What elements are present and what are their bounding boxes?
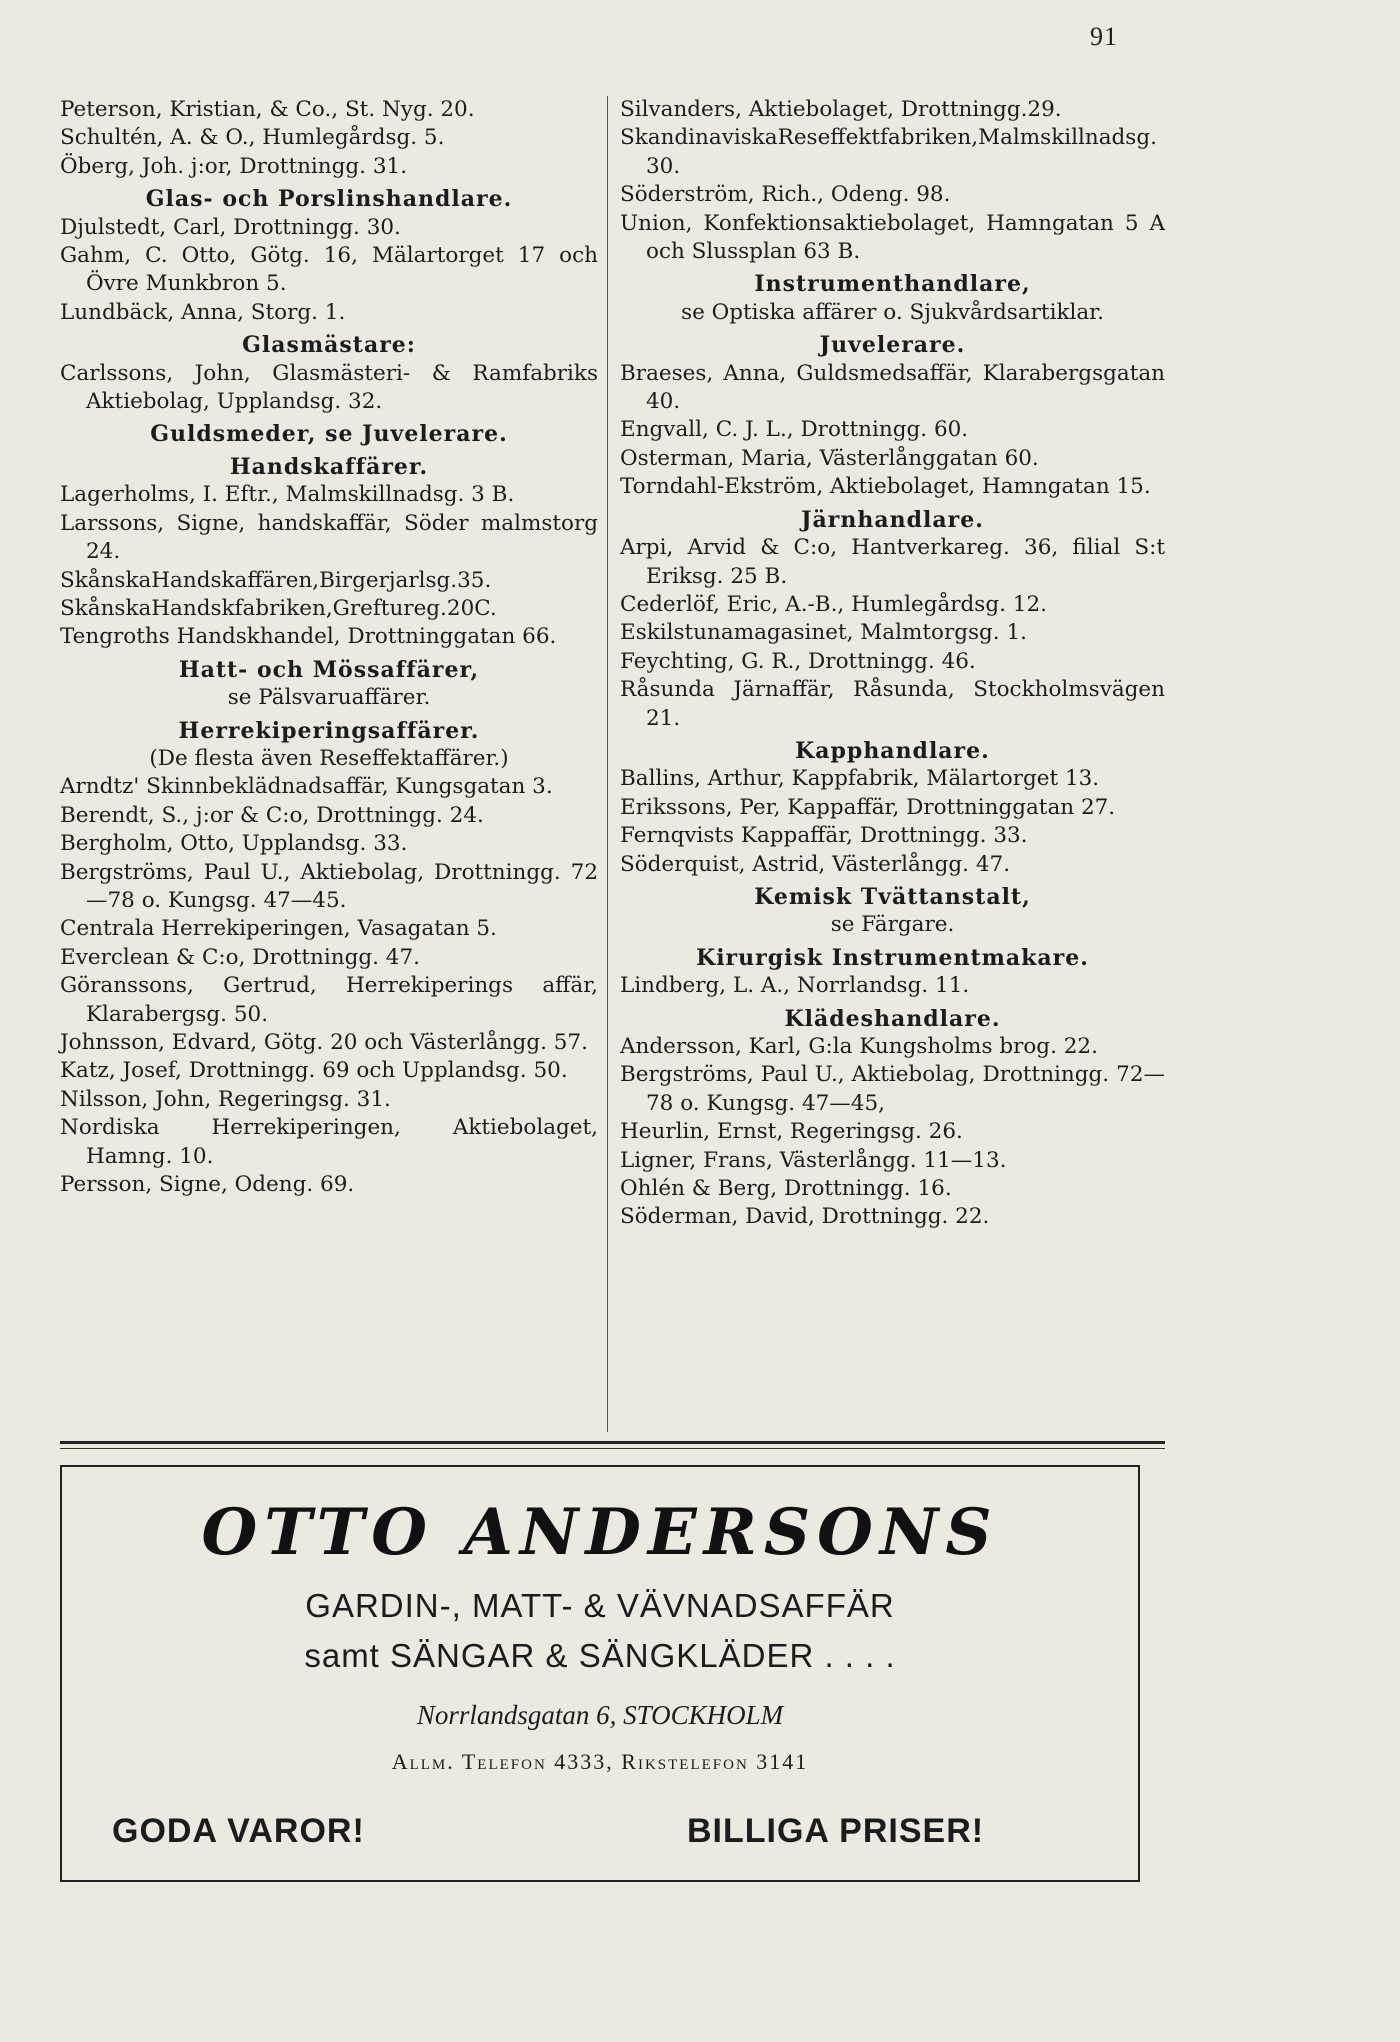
directory-entry: Schultén, A. & O., Humlegårdsg. 5. (60, 125, 445, 151)
section-note: (De flesta även Reseffektaffärer.) (149, 745, 509, 771)
directory-entry: Lindberg, L. A., Norrlandsg. 11. (620, 973, 970, 999)
directory-entry: Nilsson, John, Regeringsg. 31. (60, 1086, 391, 1112)
directory-entry: Öberg, Joh. j:or, Drottningg. 31. (60, 153, 408, 179)
advert-brand: OTTO ANDERSONS (201, 1495, 999, 1570)
section-heading: Handskaffärer. (229, 453, 429, 480)
column-divider (607, 96, 608, 1432)
section-heading: Kapphandlare. (795, 737, 990, 764)
directory-entry: Andersson, Karl, G:la Kungsholms brog. 22. (620, 1034, 1098, 1059)
directory-entry: Berendt, S., j:or & C:o, Drottningg. 24. (60, 802, 484, 828)
directory-entry: Johnsson, Edvard, Götg. 20 och Västerlångg. 57. (60, 1030, 588, 1055)
directory-entry: Eskilstunamagasinet, Malmtorgsg. 1. (620, 620, 1027, 646)
directory-entry: Katz, Josef, Drottningg. 69 och Upplandsg. 50. (60, 1058, 568, 1084)
advert-line-2: samt SÄNGAR & SÄNGKLÄDER . . . . (304, 1637, 896, 1674)
directory-entry: Union, Konfektionsaktiebolaget, Hamngatan 5 A och Slussplan 63 B. (620, 210, 1165, 265)
directory-entry: Ligner, Frans, Västerlångg. 11—13. (620, 1147, 1007, 1173)
directory-entry: Arpi, Arvid & C:o, Hantverkareg. 36, filial S:t Eriksg. 25 B. (620, 535, 1165, 589)
advert-address: Norrlandsgatan 6, STOCKHOLM (416, 1700, 784, 1730)
directory-entry: Nordiska Herrekiperingen, Aktiebolaget, Hamng. 10. (60, 1115, 598, 1169)
section-heading: Hatt- och Mössaffärer, (178, 656, 480, 683)
directory-entry: Råsunda Järnaffär, Råsunda, Stockholmsvägen 21. (620, 677, 1165, 731)
directory-entry: Lundbäck, Anna, Storg. 1. (60, 299, 346, 325)
directory-entry: Torndahl-Ekström, Aktiebolaget, Hamngatan 15. (620, 474, 1151, 500)
section-heading: Glasmästare: (242, 332, 416, 359)
directory-entry: Bergströms, Paul U., Aktiebolag, Drottningg. 72—78 o. Kungsg. 47—45, (620, 1062, 1165, 1116)
section-note: se Optiska affärer o. Sjukvårdsartiklar. (681, 299, 1104, 325)
directory-entry: Fernqvists Kappaffär, Drottningg. 33. (620, 823, 1028, 849)
advert-line-1: GARDIN-, MATT- & VÄVNADSAFFÄR (305, 1587, 895, 1624)
directory-entry: Peterson, Kristian, & Co., St. Nyg. 20. (60, 97, 475, 122)
page-number: 91 (1090, 22, 1118, 51)
directory-entry: Söderquist, Astrid, Västerlångg. 47. (620, 851, 1011, 877)
directory-entry: SkandinaviskaReseffektfabriken,Malmskillnadsg. 30. (620, 125, 1157, 179)
directory-entry: Arndtz' Skinnbeklädnadsaffär, Kungsgatan 3. (60, 774, 553, 800)
directory-entry: SkånskaHandskaffären,Birgerjarlsg.35. (60, 567, 492, 593)
directory-entry: Ballins, Arthur, Kappfabrik, Mälartorget 13. (620, 766, 1100, 792)
directory-entry: Persson, Signe, Odeng. 69. (60, 1172, 355, 1198)
section-heading: Järnhandlare. (801, 506, 984, 533)
advert-slogan-right: BILLIGA PRISER! (687, 1812, 985, 1850)
section-note: se Pälsvaruaffärer. (227, 685, 431, 711)
directory-entry: Cederlöf, Eric, A.-B., Humlegårdsg. 12. (620, 591, 1047, 617)
directory-right-column (620, 96, 1165, 1232)
directory-entry: Ohlén & Berg, Drottningg. 16. (620, 1176, 952, 1202)
directory-entry: Göranssons, Gertrud, Herrekiperings affär, Klarabergsg. 50. (60, 973, 598, 1027)
section-heading: Instrumenthandlare, (754, 271, 1031, 298)
section-note: se Färgare. (830, 912, 955, 938)
directory-entry: Carlssons, John, Glasmästeri- & Ramfabriks Aktiebolag, Upplandsg. 32. (60, 360, 598, 415)
advertisement-box (60, 1465, 1140, 1882)
section-heading: Guldsmeder, se Juvelerare. (150, 421, 508, 448)
directory-entry: Djulstedt, Carl, Drottningg. 30. (60, 214, 401, 240)
directory-entry: SkånskaHandskfabriken,Greftureg.20C. (60, 595, 497, 621)
section-heading: Kirurgisk Instrumentmakare. (696, 944, 1089, 971)
divider-rule (60, 1441, 1165, 1444)
section-heading: Glas- och Porslinshandlare. (145, 186, 513, 213)
directory-entry: Everclean & C:o, Drottningg. 47. (60, 944, 420, 970)
advert-slogan-left: GODA VAROR! (112, 1812, 365, 1850)
directory-entry: Bergholm, Otto, Upplandsg. 33. (60, 831, 408, 857)
directory-entry: Osterman, Maria, Västerlånggatan 60. (620, 445, 1039, 471)
section-heading: Herrekiperingsaffärer. (178, 717, 480, 744)
directory-entry: Bergströms, Paul U., Aktiebolag, Drottningg. 72—78 o. Kungsg. 47—45. (60, 859, 598, 913)
directory-entry: Söderström, Rich., Odeng. 98. (620, 182, 951, 208)
directory-entry: Lagerholms, I. Eftr., Malmskillnadsg. 3 B. (60, 482, 515, 508)
directory-entry: Söderman, David, Drottningg. 22. (620, 1204, 990, 1230)
directory-entry: Engvall, C. J. L., Drottningg. 60. (620, 417, 969, 443)
directory-entry: Feychting, G. R., Drottningg. 46. (620, 648, 976, 674)
divider-rule-thin (60, 1448, 1165, 1449)
directory-entry: Larssons, Signe, handskaffär, Söder malmstorg 24. (60, 510, 598, 565)
directory-entry: Gahm, C. Otto, Götg. 16, Mälartorget 17 och Övre Munkbron 5. (60, 243, 598, 297)
section-heading: Klädeshandlare. (784, 1005, 1001, 1032)
directory-entry: Centrala Herrekiperingen, Vasagatan 5. (60, 916, 497, 942)
section-heading: Juvelerare. (819, 332, 966, 359)
advert-phone: Allm. Telefon 4333, Rikstelefon 3141 (391, 1749, 809, 1774)
directory-entry: Erikssons, Per, Kappaffär, Drottninggatan 27. (620, 794, 1116, 820)
section-heading: Kemisk Tvättanstalt, (754, 883, 1031, 910)
directory-left-column (60, 96, 598, 1199)
directory-entry: Braeses, Anna, Guldsmedsaffär, Klarabergsgatan 40. (620, 360, 1165, 415)
directory-entry: Heurlin, Ernst, Regeringsg. 26. (620, 1119, 963, 1145)
directory-entry: Silvanders, Aktiebolaget, Drottningg.29. (620, 97, 1062, 122)
directory-entry: Tengroths Handskhandel, Drottninggatan 66. (60, 624, 557, 650)
